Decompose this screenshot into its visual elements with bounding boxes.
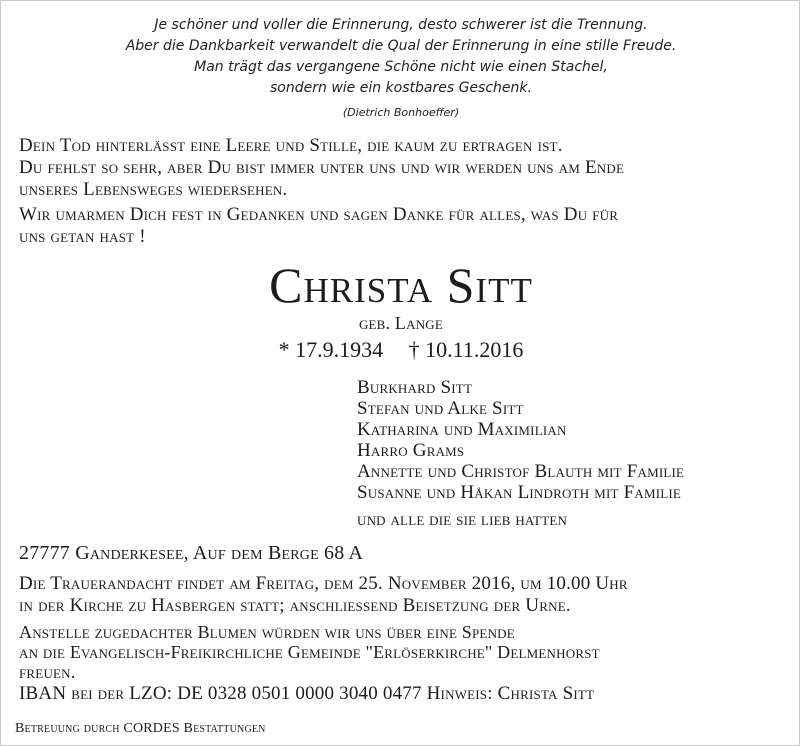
quote-line: Je schöner und voller die Erinnerung, desto schwerer ist die Trennung. — [154, 17, 648, 33]
quote-author: (Dietrich Bonhoeffer) — [342, 106, 460, 119]
mourners-list — [357, 377, 797, 503]
text-line: Die Trauerandacht findet am Freitag, dem 25. November 2016, um 10.00 Uhr — [19, 573, 628, 594]
donation-paragraph — [19, 622, 789, 682]
birth-date: * 17.9.1934 — [278, 337, 384, 362]
text-line: Dein Tod hinterlässt eine Leere und Stille, die kaum zu ertragen ist. — [19, 135, 563, 156]
text-line: an die Evangelisch-Freikirchliche Gemeinde "Erlöserkirche" Delmenhorst — [19, 642, 600, 662]
mourner: Katharina und Maximilian — [357, 419, 567, 440]
quote-line: sondern wie ein kostbares Geschenk. — [270, 80, 532, 96]
text-line: unseres Lebensweges wiedersehen. — [19, 179, 288, 200]
maiden-name: geb. Lange — [358, 313, 444, 333]
text-line: in der Kirche zu Hasbergen statt; anschliessend Beisetzung der Urne. — [19, 595, 571, 616]
mourner: Susanne und Håkan Lindroth mit Familie — [357, 482, 682, 503]
service-paragraph — [19, 573, 789, 617]
death-date: † 10.11.2016 — [408, 337, 524, 362]
life-dates — [1, 337, 800, 363]
mourner: Burkhard Sitt — [357, 377, 473, 398]
thanks-paragraph — [19, 204, 789, 248]
mourner: Annette und Christof Blauth mit Familie — [357, 461, 685, 482]
all-those-line: und alle die sie lieb hatten — [357, 509, 568, 529]
text-line: freuen. — [19, 662, 76, 682]
text-line: Wir umarmen Dich fest in Gedanken und sagen Danke für alles, was Du für — [19, 204, 619, 225]
mourner: Stefan und Alke Sitt — [357, 398, 524, 419]
address-line: 27777 Ganderkesee, Auf dem Berge 68 A — [19, 542, 364, 564]
quote-line: Aber die Dankbarkeit verwandelt die Qual der Erinnerung in eine stille Freude. — [125, 38, 677, 54]
quote-line: Man trägt das vergangene Schöne nicht wie einen Stachel, — [194, 59, 608, 75]
bonhoeffer-quote — [1, 15, 800, 121]
text-line: uns getan hast ! — [19, 226, 146, 247]
text-line: Anstelle zugedachter Blumen würden wir uns über eine Spende — [19, 622, 515, 642]
bank-details: IBAN bei der LZO: DE 0328 0501 0000 3040 0477 Hinweis: Christa Sitt — [19, 683, 595, 704]
mourner: Harro Grams — [357, 440, 465, 461]
farewell-paragraph — [19, 135, 789, 201]
text-line: Du fehlst so sehr, aber Du bist immer unter uns und wir werden uns am Ende — [19, 157, 625, 178]
deceased-name: Christa Sitt — [269, 257, 533, 313]
funeral-home-credit: Betreuung durch CORDES Bestattungen — [15, 721, 266, 736]
